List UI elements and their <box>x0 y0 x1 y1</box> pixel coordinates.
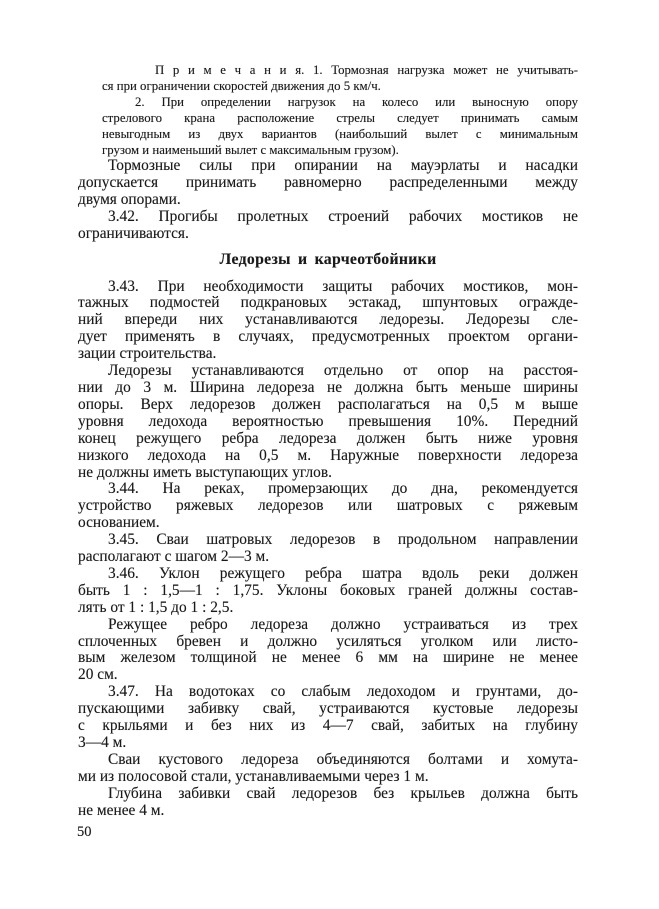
text-line: ми из полосовой стали, устанавливаемыми через 1 м. <box>78 767 429 785</box>
text-line: быть 1 : 1,5—1 : 1,75. Уклоны боковых граней должны состав- <box>78 581 578 599</box>
text-line: 3.47. На водотоках со слабым ледоходом и грунтами, до- <box>108 683 578 701</box>
text-line: Ледорезы устанавливаются отдельно от опор на расстоя- <box>108 362 578 380</box>
text-line: ограничиваются. <box>78 224 189 242</box>
text-line: низкого ледохода на 0,5 м. Наружные поверхности ледореза <box>78 446 578 464</box>
body-text-column <box>78 158 578 820</box>
text-line: ний впереди них устанавливаются ледорезы. Ледорезы сле- <box>78 311 578 329</box>
text-line: 3.46. Уклон режущего ребра шатра вдоль реки должен <box>108 564 578 582</box>
text-line: 20 см. <box>78 666 118 684</box>
page-number: 50 <box>77 824 92 840</box>
text-line: пускающими забивку свай, устраиваются кустовые ледорезы <box>78 700 578 718</box>
text-line: лять от 1 : 1,5 до 1 : 2,5. <box>78 598 234 616</box>
paragraphs-after-heading <box>78 279 578 820</box>
text-line: конец режущего ребра ледореза должен быть ниже уровня <box>78 429 578 447</box>
text-line: 3.45. Сваи шатровых ледорезов в продольном направлении <box>108 531 578 549</box>
text-line: устройство ряжевых ледорезов или шатровых с ряжевым <box>78 497 578 515</box>
text-line: опоры. Верх ледорезов должен располагаться на 0,5 м выше <box>78 395 578 413</box>
text-line: 3.43. При необходимости защиты рабочих мостиков, мон- <box>108 277 578 295</box>
paragraphs-before-heading <box>78 158 578 243</box>
text-line: располагают с шагом 2—3 м. <box>78 548 270 566</box>
text-line: Глубина забивки свай ледорезов без крыльев должна быть <box>108 784 578 802</box>
text-line: уровня ледохода вероятностью превышения 10%. Передний <box>78 412 578 430</box>
text-line: не должны иметь выступающих углов. <box>78 463 332 481</box>
text-line: стрелового крана расположение стрелы следует принимать самым <box>102 111 578 126</box>
text-line: 3.42. Прогибы пролетных строений рабочих мостиков не <box>108 207 578 225</box>
text-line: дует применять в случаях, предусмотренных проектом органи- <box>78 328 578 346</box>
text-line: нии до 3 м. Ширина ледореза не должна быть меньше ширины <box>78 378 578 396</box>
text-line: 2. При определении нагрузок на колесо или выносную опору <box>135 95 578 110</box>
text-line: грузом и наименьший вылет с максимальным грузом). <box>102 143 399 158</box>
text-line: не менее 4 м. <box>78 801 165 819</box>
text-line: П р и м е ч а н и я. 1. Тормозная нагрузка может не учитывать- <box>155 63 578 77</box>
text-line: зации строительства. <box>78 345 217 363</box>
text-line: сплоченных бревен и должно усиляться уголком или листо- <box>78 632 578 650</box>
text-line: 3.44. На реках, промерзающих до дна, рекомендуется <box>108 480 578 498</box>
text-line: с крыльями и без них из 4—7 свай, забитых на глубину <box>78 717 578 735</box>
text-line: ся при ограничении скоростей движения до 5 км/ч. <box>102 79 381 94</box>
text-line: двумя опорами. <box>78 190 181 208</box>
text-line: тажных подмостей подкрановых эстакад, шпунтовых огражде- <box>78 294 578 312</box>
text-line: вым железом толщиной не менее 6 мм на ширине не менее <box>78 649 578 667</box>
text-line: невыгодным из двух вариантов (наибольший вылет с минимальным <box>102 127 578 142</box>
text-line: Сваи кустового ледореза объединяются болтами и хомута- <box>108 750 578 768</box>
text-line: основанием. <box>78 514 160 532</box>
text-line: Режущее ребро ледореза должно устраиваться из трех <box>108 615 578 633</box>
text-line: 3—4 м. <box>78 734 127 751</box>
text-line: допускается принимать равномерно распределенными между <box>78 173 578 191</box>
section-heading: Ледорезы и карчеотбойники <box>219 250 437 268</box>
notes-block <box>102 62 578 159</box>
text-line: Тормозные силы при опирании на мауэрлаты и насадки <box>108 157 578 174</box>
